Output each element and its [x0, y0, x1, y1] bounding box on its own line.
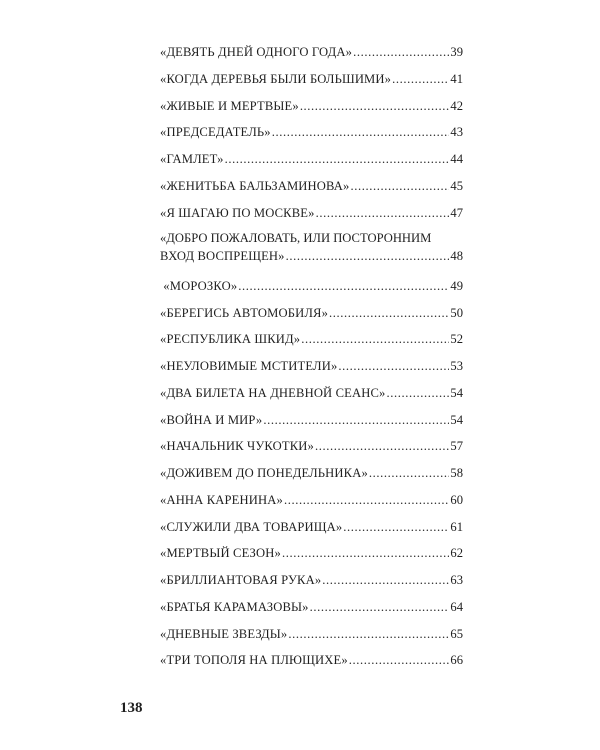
toc-entry-page: 52 [450, 332, 463, 347]
toc-leader-dots [349, 647, 450, 674]
toc-entry-title: «РЕСПУБЛИКА ШКИД» [160, 332, 301, 347]
toc-entry-title: «БРАТЬЯ КАРАМАЗОВЫ» [160, 599, 309, 614]
toc-entry [160, 460, 463, 487]
toc-entry-title: «ДЕВЯТЬ ДНЕЙ ОДНОГО ГОДА» [160, 45, 353, 59]
toc-entry [160, 433, 463, 460]
toc-entry-title: «БЕРЕГИСЬ АВТОМОБИЛЯ» [160, 305, 329, 320]
toc-leader-dots [263, 407, 449, 434]
toc-leader-dots [301, 326, 449, 353]
toc-entry-title: «ДОЖИВЕМ ДО ПОНЕДЕЛЬНИКА» [160, 466, 368, 480]
toc-leader-dots [338, 353, 449, 380]
toc-entry [160, 353, 463, 380]
toc-entry-page: 45 [450, 178, 463, 193]
toc-leader-dots [282, 540, 449, 567]
toc-leader-dots [329, 300, 449, 327]
toc-entry-title: «ГАМЛЕТ» [160, 152, 224, 166]
toc-leader-dots [238, 273, 449, 300]
toc-entry-title: «ЖИВЫЕ И МЕРТВЫЕ» [160, 98, 299, 113]
toc-entry-title: «НЕУЛОВИМЫЕ МСТИТЕЛИ» [160, 359, 338, 373]
toc-entry-title: «НАЧАЛЬНИК ЧУКОТКИ» [160, 439, 314, 454]
toc-entry-page: 48 [450, 249, 463, 264]
toc-entry-page: 54 [450, 385, 463, 400]
toc-entry-title: «ДВА БИЛЕТА НА ДНЕВНОЙ СЕАНС» [160, 385, 386, 400]
toc-entry [160, 647, 463, 674]
toc-entry [160, 93, 463, 120]
toc-leader-dots [286, 247, 450, 265]
toc-entry-page: 50 [450, 305, 463, 320]
toc-leader-dots [315, 433, 449, 460]
toc-entry-title: «КОГДА ДЕРЕВЬЯ БЫЛИ БОЛЬШИМИ» [160, 71, 392, 86]
toc-entry [160, 594, 463, 621]
toc-entry [160, 39, 463, 66]
toc-leader-dots [225, 146, 450, 173]
toc-entry [160, 173, 463, 200]
toc-leader-dots [350, 173, 449, 200]
toc-leader-dots [300, 93, 450, 120]
toc-entry-page: 39 [450, 45, 463, 59]
toc-entry-title: «ТРИ ТОПОЛЯ НА ПЛЮЩИХЕ» [160, 653, 348, 668]
toc-leader-dots [316, 200, 450, 227]
toc-entry-page: 64 [450, 599, 463, 614]
toc-leader-dots [284, 487, 449, 514]
toc-entry-page: 58 [450, 466, 463, 480]
toc-leader-dots [353, 39, 449, 66]
toc-entry-page: 43 [450, 125, 463, 140]
toc-entry [160, 621, 463, 648]
table-of-contents [160, 39, 463, 674]
toc-entry-title: «БРИЛЛИАНТОВАЯ РУКА» [160, 573, 322, 587]
toc-entry [160, 200, 463, 227]
toc-entry [160, 380, 463, 407]
toc-entry [160, 300, 463, 327]
toc-entry-page: 41 [450, 71, 463, 86]
toc-leader-dots [288, 621, 449, 648]
toc-leader-dots [369, 460, 449, 487]
toc-entry [160, 487, 463, 514]
toc-leader-dots [392, 66, 449, 93]
toc-entry-page: 62 [450, 546, 463, 561]
toc-entry-page: 60 [450, 492, 463, 507]
toc-entry-page: 65 [450, 626, 463, 641]
toc-entry-title: «МЕРТВЫЙ СЕЗОН» [160, 546, 281, 561]
toc-entry-title: «Я ШАГАЮ ПО МОСКВЕ» [160, 205, 315, 220]
toc-entry-title: «ЖЕНИТЬБА БАЛЬЗАМИНОВА» [160, 178, 350, 193]
toc-entry-title: «СЛУЖИЛИ ДВА ТОВАРИЩА» [160, 519, 343, 534]
toc-entry-title: «ДНЕВНЫЕ ЗВЕЗДЫ» [160, 626, 288, 641]
toc-entry [160, 119, 463, 146]
toc-leader-dots [322, 567, 449, 594]
toc-entry [160, 540, 463, 567]
toc-entry-page: 63 [450, 573, 463, 587]
toc-entry-title: ВХОД ВОСПРЕЩЕН» [160, 249, 285, 264]
toc-leader-dots [343, 514, 449, 541]
toc-entry [160, 66, 463, 93]
toc-entry [160, 326, 463, 353]
toc-entry [160, 407, 463, 434]
toc-entry [160, 273, 463, 300]
toc-entry [160, 146, 463, 173]
toc-entry-title: «ВОЙНА И МИР» [160, 412, 263, 427]
toc-entry-page: 49 [450, 278, 463, 293]
toc-entry-page: 57 [450, 439, 463, 454]
toc-entry-page: 42 [450, 98, 463, 113]
toc-entry [160, 567, 463, 594]
toc-leader-dots [272, 119, 450, 146]
toc-entry-page: 44 [450, 152, 463, 166]
toc-entry-title: «ПРЕДСЕДАТЕЛЬ» [160, 125, 271, 140]
toc-entry-page: 66 [450, 653, 463, 668]
toc-entry-title: «МОРОЗКО» [160, 278, 238, 293]
toc-entry [160, 226, 463, 271]
toc-entry-page: 47 [450, 205, 463, 220]
toc-entry [160, 514, 463, 541]
toc-leader-dots [310, 594, 450, 621]
toc-entry-page: 53 [450, 359, 463, 373]
toc-entry-page: 61 [450, 519, 463, 534]
toc-entry-title-line1: «ДОБРО ПОЖАЛОВАТЬ, ИЛИ ПОСТОРОННИМ [160, 231, 432, 246]
toc-leader-dots [386, 380, 449, 407]
toc-entry-title: «АННА КАРЕНИНА» [160, 492, 283, 507]
toc-entry-page: 54 [450, 412, 463, 427]
page-number: 138 [120, 700, 143, 716]
